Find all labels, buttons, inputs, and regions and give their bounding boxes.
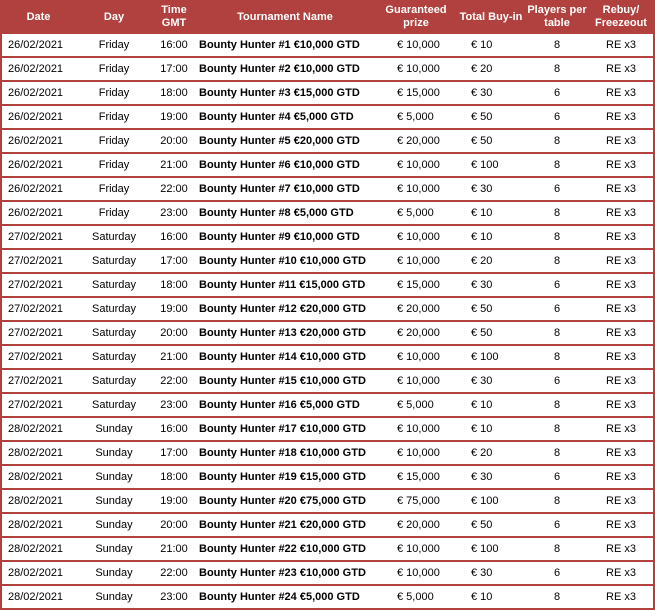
cell-rebuy-freezeout: RE x3: [589, 442, 653, 466]
cell-total-buyin: € 30: [457, 274, 525, 298]
cell-time: 18:00: [153, 466, 195, 490]
cell-rebuy-freezeout: RE x3: [589, 514, 653, 538]
cell-time: 19:00: [153, 106, 195, 130]
cell-players-per-table: 8: [525, 346, 589, 370]
cell-guaranteed-prize: € 10,000: [375, 418, 457, 442]
cell-tournament-name: Bounty Hunter #16 €5,000 GTD: [195, 394, 375, 418]
cell-time: 22:00: [153, 370, 195, 394]
cell-time: 19:00: [153, 298, 195, 322]
cell-guaranteed-prize: € 20,000: [375, 514, 457, 538]
cell-day: Sunday: [75, 466, 153, 490]
cell-day: Friday: [75, 34, 153, 58]
cell-tournament-name: Bounty Hunter #15 €10,000 GTD: [195, 370, 375, 394]
cell-guaranteed-prize: € 15,000: [375, 274, 457, 298]
cell-time: 22:00: [153, 178, 195, 202]
cell-tournament-name: Bounty Hunter #19 €15,000 GTD: [195, 466, 375, 490]
cell-players-per-table: 8: [525, 226, 589, 250]
cell-total-buyin: € 100: [457, 490, 525, 514]
cell-total-buyin: € 50: [457, 322, 525, 346]
cell-players-per-table: 8: [525, 586, 589, 608]
cell-date: 28/02/2021: [2, 418, 75, 442]
cell-time: 16:00: [153, 226, 195, 250]
cell-time: 20:00: [153, 322, 195, 346]
cell-players-per-table: 8: [525, 442, 589, 466]
table-row: [2, 298, 653, 322]
cell-rebuy-freezeout: RE x3: [589, 586, 653, 608]
cell-date: 27/02/2021: [2, 346, 75, 370]
cell-guaranteed-prize: € 10,000: [375, 58, 457, 82]
cell-rebuy-freezeout: RE x3: [589, 538, 653, 562]
cell-tournament-name: Bounty Hunter #4 €5,000 GTD: [195, 106, 375, 130]
cell-day: Sunday: [75, 562, 153, 586]
cell-day: Sunday: [75, 418, 153, 442]
cell-day: Friday: [75, 202, 153, 226]
cell-date: 26/02/2021: [2, 106, 75, 130]
cell-players-per-table: 8: [525, 130, 589, 154]
cell-players-per-table: 8: [525, 394, 589, 418]
cell-total-buyin: € 50: [457, 514, 525, 538]
table-row: [2, 322, 653, 346]
cell-players-per-table: 6: [525, 514, 589, 538]
table-row: [2, 346, 653, 370]
cell-players-per-table: 8: [525, 418, 589, 442]
cell-total-buyin: € 50: [457, 130, 525, 154]
table-row: [2, 106, 653, 130]
table-row: [2, 442, 653, 466]
cell-players-per-table: 8: [525, 538, 589, 562]
cell-guaranteed-prize: € 5,000: [375, 202, 457, 226]
cell-day: Sunday: [75, 490, 153, 514]
header-time: Time GMT: [153, 0, 195, 34]
cell-date: 28/02/2021: [2, 442, 75, 466]
cell-guaranteed-prize: € 20,000: [375, 322, 457, 346]
cell-total-buyin: € 10: [457, 418, 525, 442]
cell-tournament-name: Bounty Hunter #22 €10,000 GTD: [195, 538, 375, 562]
cell-tournament-name: Bounty Hunter #21 €20,000 GTD: [195, 514, 375, 538]
cell-time: 23:00: [153, 202, 195, 226]
cell-time: 16:00: [153, 34, 195, 58]
cell-guaranteed-prize: € 10,000: [375, 226, 457, 250]
cell-date: 26/02/2021: [2, 154, 75, 178]
cell-total-buyin: € 30: [457, 82, 525, 106]
cell-players-per-table: 8: [525, 34, 589, 58]
header-total-buyin: Total Buy-in: [457, 0, 525, 34]
cell-players-per-table: 8: [525, 202, 589, 226]
cell-rebuy-freezeout: RE x3: [589, 346, 653, 370]
cell-rebuy-freezeout: RE x3: [589, 298, 653, 322]
cell-players-per-table: 8: [525, 250, 589, 274]
cell-rebuy-freezeout: RE x3: [589, 562, 653, 586]
cell-day: Friday: [75, 130, 153, 154]
cell-day: Friday: [75, 82, 153, 106]
cell-total-buyin: € 20: [457, 250, 525, 274]
cell-total-buyin: € 30: [457, 178, 525, 202]
table-row: [2, 586, 653, 608]
cell-total-buyin: € 100: [457, 154, 525, 178]
cell-date: 28/02/2021: [2, 586, 75, 608]
cell-day: Friday: [75, 58, 153, 82]
cell-total-buyin: € 50: [457, 298, 525, 322]
cell-day: Friday: [75, 178, 153, 202]
cell-date: 28/02/2021: [2, 490, 75, 514]
cell-total-buyin: € 10: [457, 586, 525, 608]
cell-players-per-table: 6: [525, 562, 589, 586]
table-row: [2, 562, 653, 586]
header-players-per-table: Players per table: [525, 0, 589, 34]
header-date: Date: [2, 0, 75, 34]
cell-date: 27/02/2021: [2, 322, 75, 346]
table-row: [2, 130, 653, 154]
cell-rebuy-freezeout: RE x3: [589, 418, 653, 442]
cell-players-per-table: 8: [525, 322, 589, 346]
cell-tournament-name: Bounty Hunter #23 €10,000 GTD: [195, 562, 375, 586]
cell-tournament-name: Bounty Hunter #5 €20,000 GTD: [195, 130, 375, 154]
table-body: [2, 34, 653, 608]
cell-time: 21:00: [153, 346, 195, 370]
cell-total-buyin: € 100: [457, 346, 525, 370]
table-row: [2, 154, 653, 178]
cell-day: Saturday: [75, 298, 153, 322]
tournament-schedule-table: [2, 0, 653, 608]
cell-tournament-name: Bounty Hunter #18 €10,000 GTD: [195, 442, 375, 466]
cell-rebuy-freezeout: RE x3: [589, 154, 653, 178]
cell-rebuy-freezeout: RE x3: [589, 58, 653, 82]
cell-tournament-name: Bounty Hunter #2 €10,000 GTD: [195, 58, 375, 82]
cell-time: 23:00: [153, 394, 195, 418]
cell-time: 17:00: [153, 250, 195, 274]
cell-total-buyin: € 10: [457, 394, 525, 418]
cell-tournament-name: Bounty Hunter #14 €10,000 GTD: [195, 346, 375, 370]
table-row: [2, 58, 653, 82]
cell-rebuy-freezeout: RE x3: [589, 178, 653, 202]
cell-guaranteed-prize: € 10,000: [375, 562, 457, 586]
table-row: [2, 370, 653, 394]
cell-time: 17:00: [153, 442, 195, 466]
cell-rebuy-freezeout: RE x3: [589, 490, 653, 514]
table-row: [2, 490, 653, 514]
cell-guaranteed-prize: € 20,000: [375, 298, 457, 322]
cell-day: Saturday: [75, 250, 153, 274]
cell-players-per-table: 6: [525, 298, 589, 322]
header-tournament-name: Tournament Name: [195, 0, 375, 34]
cell-rebuy-freezeout: RE x3: [589, 226, 653, 250]
cell-day: Sunday: [75, 514, 153, 538]
cell-rebuy-freezeout: RE x3: [589, 274, 653, 298]
cell-time: 22:00: [153, 562, 195, 586]
cell-tournament-name: Bounty Hunter #17 €10,000 GTD: [195, 418, 375, 442]
table-header-row: [2, 0, 653, 34]
cell-day: Sunday: [75, 442, 153, 466]
table-row: [2, 394, 653, 418]
cell-tournament-name: Bounty Hunter #8 €5,000 GTD: [195, 202, 375, 226]
cell-tournament-name: Bounty Hunter #9 €10,000 GTD: [195, 226, 375, 250]
cell-time: 16:00: [153, 418, 195, 442]
cell-total-buyin: € 10: [457, 34, 525, 58]
cell-date: 27/02/2021: [2, 250, 75, 274]
cell-players-per-table: 8: [525, 490, 589, 514]
cell-guaranteed-prize: € 5,000: [375, 394, 457, 418]
cell-players-per-table: 6: [525, 106, 589, 130]
cell-day: Saturday: [75, 394, 153, 418]
cell-total-buyin: € 30: [457, 466, 525, 490]
cell-rebuy-freezeout: RE x3: [589, 82, 653, 106]
cell-guaranteed-prize: € 15,000: [375, 466, 457, 490]
cell-date: 26/02/2021: [2, 130, 75, 154]
cell-rebuy-freezeout: RE x3: [589, 34, 653, 58]
cell-day: Sunday: [75, 538, 153, 562]
cell-total-buyin: € 20: [457, 58, 525, 82]
cell-day: Saturday: [75, 370, 153, 394]
cell-tournament-name: Bounty Hunter #10 €10,000 GTD: [195, 250, 375, 274]
cell-day: Sunday: [75, 586, 153, 608]
cell-total-buyin: € 10: [457, 202, 525, 226]
cell-day: Saturday: [75, 274, 153, 298]
cell-tournament-name: Bounty Hunter #7 €10,000 GTD: [195, 178, 375, 202]
cell-guaranteed-prize: € 10,000: [375, 346, 457, 370]
cell-rebuy-freezeout: RE x3: [589, 130, 653, 154]
cell-tournament-name: Bounty Hunter #3 €15,000 GTD: [195, 82, 375, 106]
header-guaranteed-prize: Guaranteed prize: [375, 0, 457, 34]
cell-day: Saturday: [75, 346, 153, 370]
cell-players-per-table: 6: [525, 466, 589, 490]
cell-date: 26/02/2021: [2, 202, 75, 226]
cell-rebuy-freezeout: RE x3: [589, 250, 653, 274]
cell-day: Saturday: [75, 226, 153, 250]
cell-tournament-name: Bounty Hunter #11 €15,000 GTD: [195, 274, 375, 298]
cell-date: 26/02/2021: [2, 58, 75, 82]
cell-time: 21:00: [153, 154, 195, 178]
cell-total-buyin: € 20: [457, 442, 525, 466]
header-rebuy-freezeout: Rebuy/ Freezeout: [589, 0, 653, 34]
cell-total-buyin: € 30: [457, 562, 525, 586]
cell-rebuy-freezeout: RE x3: [589, 322, 653, 346]
cell-time: 20:00: [153, 514, 195, 538]
table-row: [2, 178, 653, 202]
cell-total-buyin: € 10: [457, 226, 525, 250]
cell-date: 27/02/2021: [2, 226, 75, 250]
cell-time: 21:00: [153, 538, 195, 562]
table-row: [2, 34, 653, 58]
cell-guaranteed-prize: € 5,000: [375, 106, 457, 130]
table-row: [2, 466, 653, 490]
cell-day: Friday: [75, 154, 153, 178]
cell-date: 26/02/2021: [2, 34, 75, 58]
cell-guaranteed-prize: € 20,000: [375, 130, 457, 154]
cell-guaranteed-prize: € 10,000: [375, 538, 457, 562]
cell-total-buyin: € 50: [457, 106, 525, 130]
cell-players-per-table: 6: [525, 274, 589, 298]
cell-players-per-table: 8: [525, 154, 589, 178]
cell-tournament-name: Bounty Hunter #6 €10,000 GTD: [195, 154, 375, 178]
cell-time: 20:00: [153, 130, 195, 154]
cell-date: 28/02/2021: [2, 538, 75, 562]
cell-tournament-name: Bounty Hunter #20 €75,000 GTD: [195, 490, 375, 514]
table-row: [2, 202, 653, 226]
cell-players-per-table: 6: [525, 82, 589, 106]
cell-guaranteed-prize: € 75,000: [375, 490, 457, 514]
cell-date: 27/02/2021: [2, 394, 75, 418]
cell-date: 28/02/2021: [2, 514, 75, 538]
cell-players-per-table: 6: [525, 370, 589, 394]
cell-rebuy-freezeout: RE x3: [589, 466, 653, 490]
table-row: [2, 82, 653, 106]
table-row: [2, 418, 653, 442]
cell-date: 27/02/2021: [2, 370, 75, 394]
cell-guaranteed-prize: € 10,000: [375, 178, 457, 202]
table-row: [2, 274, 653, 298]
cell-guaranteed-prize: € 10,000: [375, 154, 457, 178]
cell-date: 28/02/2021: [2, 562, 75, 586]
cell-guaranteed-prize: € 10,000: [375, 370, 457, 394]
table-row: [2, 514, 653, 538]
cell-rebuy-freezeout: RE x3: [589, 370, 653, 394]
cell-players-per-table: 6: [525, 178, 589, 202]
cell-total-buyin: € 30: [457, 370, 525, 394]
cell-time: 19:00: [153, 490, 195, 514]
cell-guaranteed-prize: € 15,000: [375, 82, 457, 106]
cell-date: 27/02/2021: [2, 298, 75, 322]
cell-total-buyin: € 100: [457, 538, 525, 562]
cell-time: 18:00: [153, 82, 195, 106]
cell-players-per-table: 8: [525, 58, 589, 82]
cell-rebuy-freezeout: RE x3: [589, 106, 653, 130]
cell-date: 26/02/2021: [2, 178, 75, 202]
cell-time: 23:00: [153, 586, 195, 608]
cell-tournament-name: Bounty Hunter #1 €10,000 GTD: [195, 34, 375, 58]
cell-guaranteed-prize: € 10,000: [375, 34, 457, 58]
cell-rebuy-freezeout: RE x3: [589, 394, 653, 418]
cell-tournament-name: Bounty Hunter #24 €5,000 GTD: [195, 586, 375, 608]
cell-guaranteed-prize: € 10,000: [375, 442, 457, 466]
cell-guaranteed-prize: € 10,000: [375, 250, 457, 274]
cell-time: 18:00: [153, 274, 195, 298]
cell-date: 28/02/2021: [2, 466, 75, 490]
cell-time: 17:00: [153, 58, 195, 82]
table-row: [2, 538, 653, 562]
cell-tournament-name: Bounty Hunter #13 €20,000 GTD: [195, 322, 375, 346]
cell-tournament-name: Bounty Hunter #12 €20,000 GTD: [195, 298, 375, 322]
table-row: [2, 226, 653, 250]
cell-date: 27/02/2021: [2, 274, 75, 298]
cell-day: Friday: [75, 106, 153, 130]
cell-date: 26/02/2021: [2, 82, 75, 106]
header-day: Day: [75, 0, 153, 34]
cell-rebuy-freezeout: RE x3: [589, 202, 653, 226]
cell-day: Saturday: [75, 322, 153, 346]
cell-guaranteed-prize: € 5,000: [375, 586, 457, 608]
table-row: [2, 250, 653, 274]
